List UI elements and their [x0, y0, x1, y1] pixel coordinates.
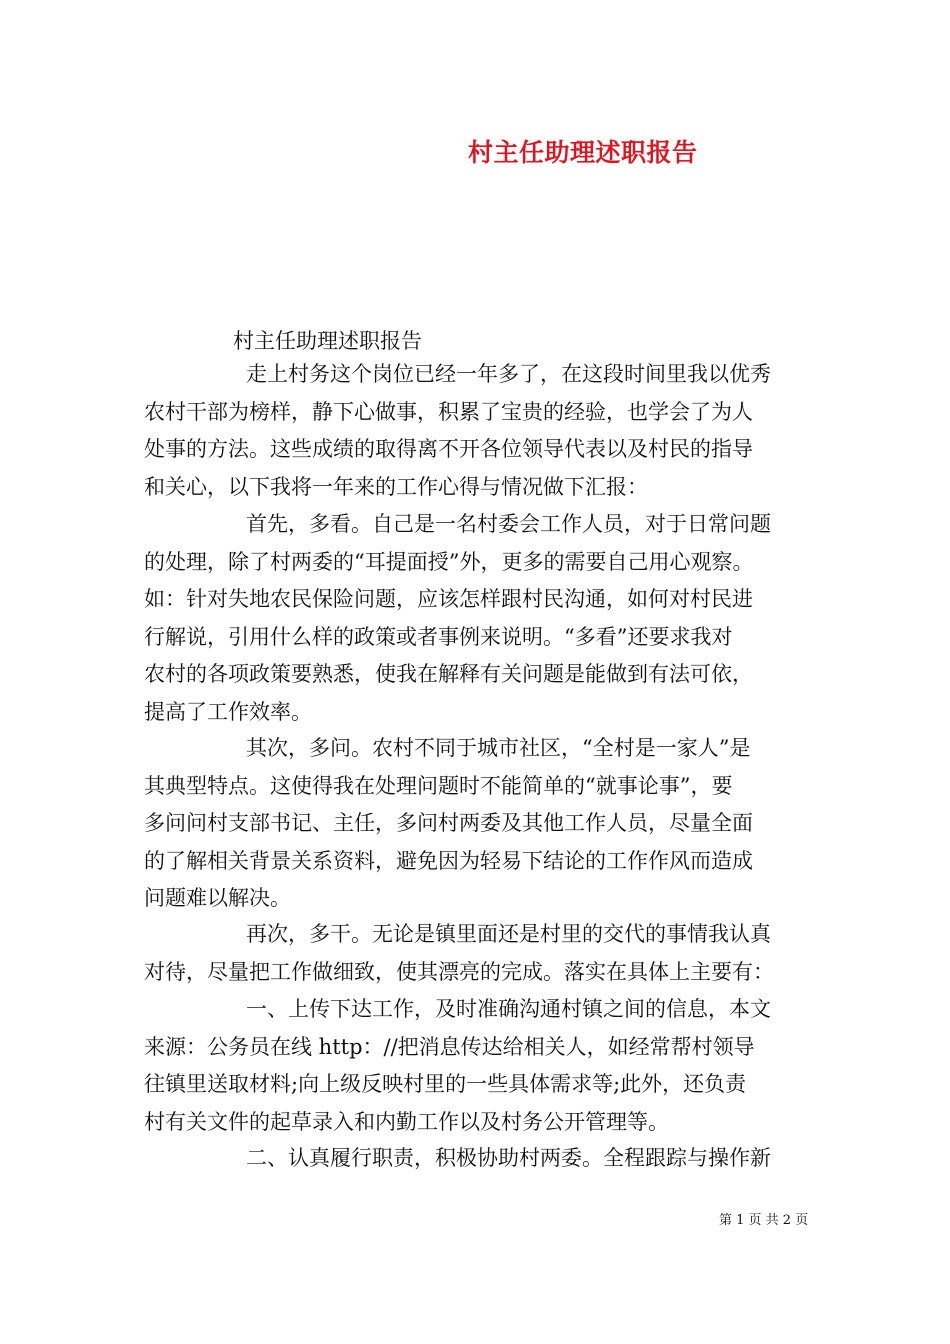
text-line: 其典型特点。这使得我在处理问题时不能简单的“就事论事”，要: [144, 773, 733, 798]
page-footer: 第 1 页 共 2 页: [719, 1213, 809, 1228]
paragraph-6: [144, 1140, 771, 1178]
text-line: 首先，多看。自己是一名村委会工作人员，对于日常问题: [246, 512, 771, 536]
text-line: 村有关文件的起草录入和内勤工作以及村务公开管理等。: [144, 1109, 669, 1134]
text-line: 和关心，以下我将一年来的工作心得与情况做下汇报：: [144, 474, 648, 499]
text-line: 的处理，除了村两委的“耳提面授”外，更多的需要自己用心观察。: [144, 549, 754, 574]
paragraph-3: [144, 730, 753, 918]
text-line: 的了解相关背景关系资料，避免因为轻易下结论的工作作风而造成: [144, 848, 753, 873]
page-title: 村主任助理述职报告: [468, 138, 698, 167]
text-line: 处事的方法。这些成绩的取得离不开各位领导代表以及村民的指导: [144, 437, 753, 461]
text-line: 其次，多问。农村不同于城市社区，“全村是一家人”是: [246, 736, 751, 760]
text-line: 一、上传下达工作，及时准确沟通村镇之间的信息，本文: [246, 997, 771, 1021]
paragraph-2: [144, 506, 771, 731]
text-line: 往镇里送取材料;向上级反映村里的一些具体需求等;此外，还负责: [144, 1072, 747, 1096]
text-line: 多问问村支部书记、主任，多问村两委及其他工作人员，尽量全面: [144, 811, 753, 835]
text-line: 二、认真履行职责，积极协助村两委。全程跟踪与操作新: [246, 1146, 771, 1170]
text-line: 提高了工作效率。: [144, 699, 312, 724]
text-line: 走上村务这个岗位已经一年多了，在这段时间里我以优秀: [246, 362, 771, 386]
text-line: 再次，多干。无论是镇里面还是村里的交代的事情我认真: [246, 922, 771, 946]
text-line: 问题难以解决。: [144, 886, 291, 910]
paragraph-4: [144, 916, 774, 991]
paragraph-5: [144, 991, 771, 1141]
text-line: 如：针对失地农民保险问题，应该怎样跟村民沟通，如何对村民进: [144, 587, 753, 611]
text-line: 来源：公务员在线 http：//把消息传达给相关人，如经常帮村领导: [144, 1034, 755, 1059]
text-line: 农村干部为榜样，静下心做事，积累了宝贵的经验，也学会了为人: [144, 399, 753, 424]
document-heading: 村主任助理述职报告: [233, 329, 422, 353]
text-line: 对待，尽量把工作做细致，使其漂亮的完成。落实在具体上主要有：: [144, 959, 774, 984]
text-line: 行解说，引用什么样的政策或者事例来说明。“多看”还要求我对: [144, 624, 733, 649]
paragraph-1: [144, 356, 771, 506]
text-line: 农村的各项政策要熟悉，使我在解释有关问题是能做到有法可依，: [144, 662, 753, 686]
